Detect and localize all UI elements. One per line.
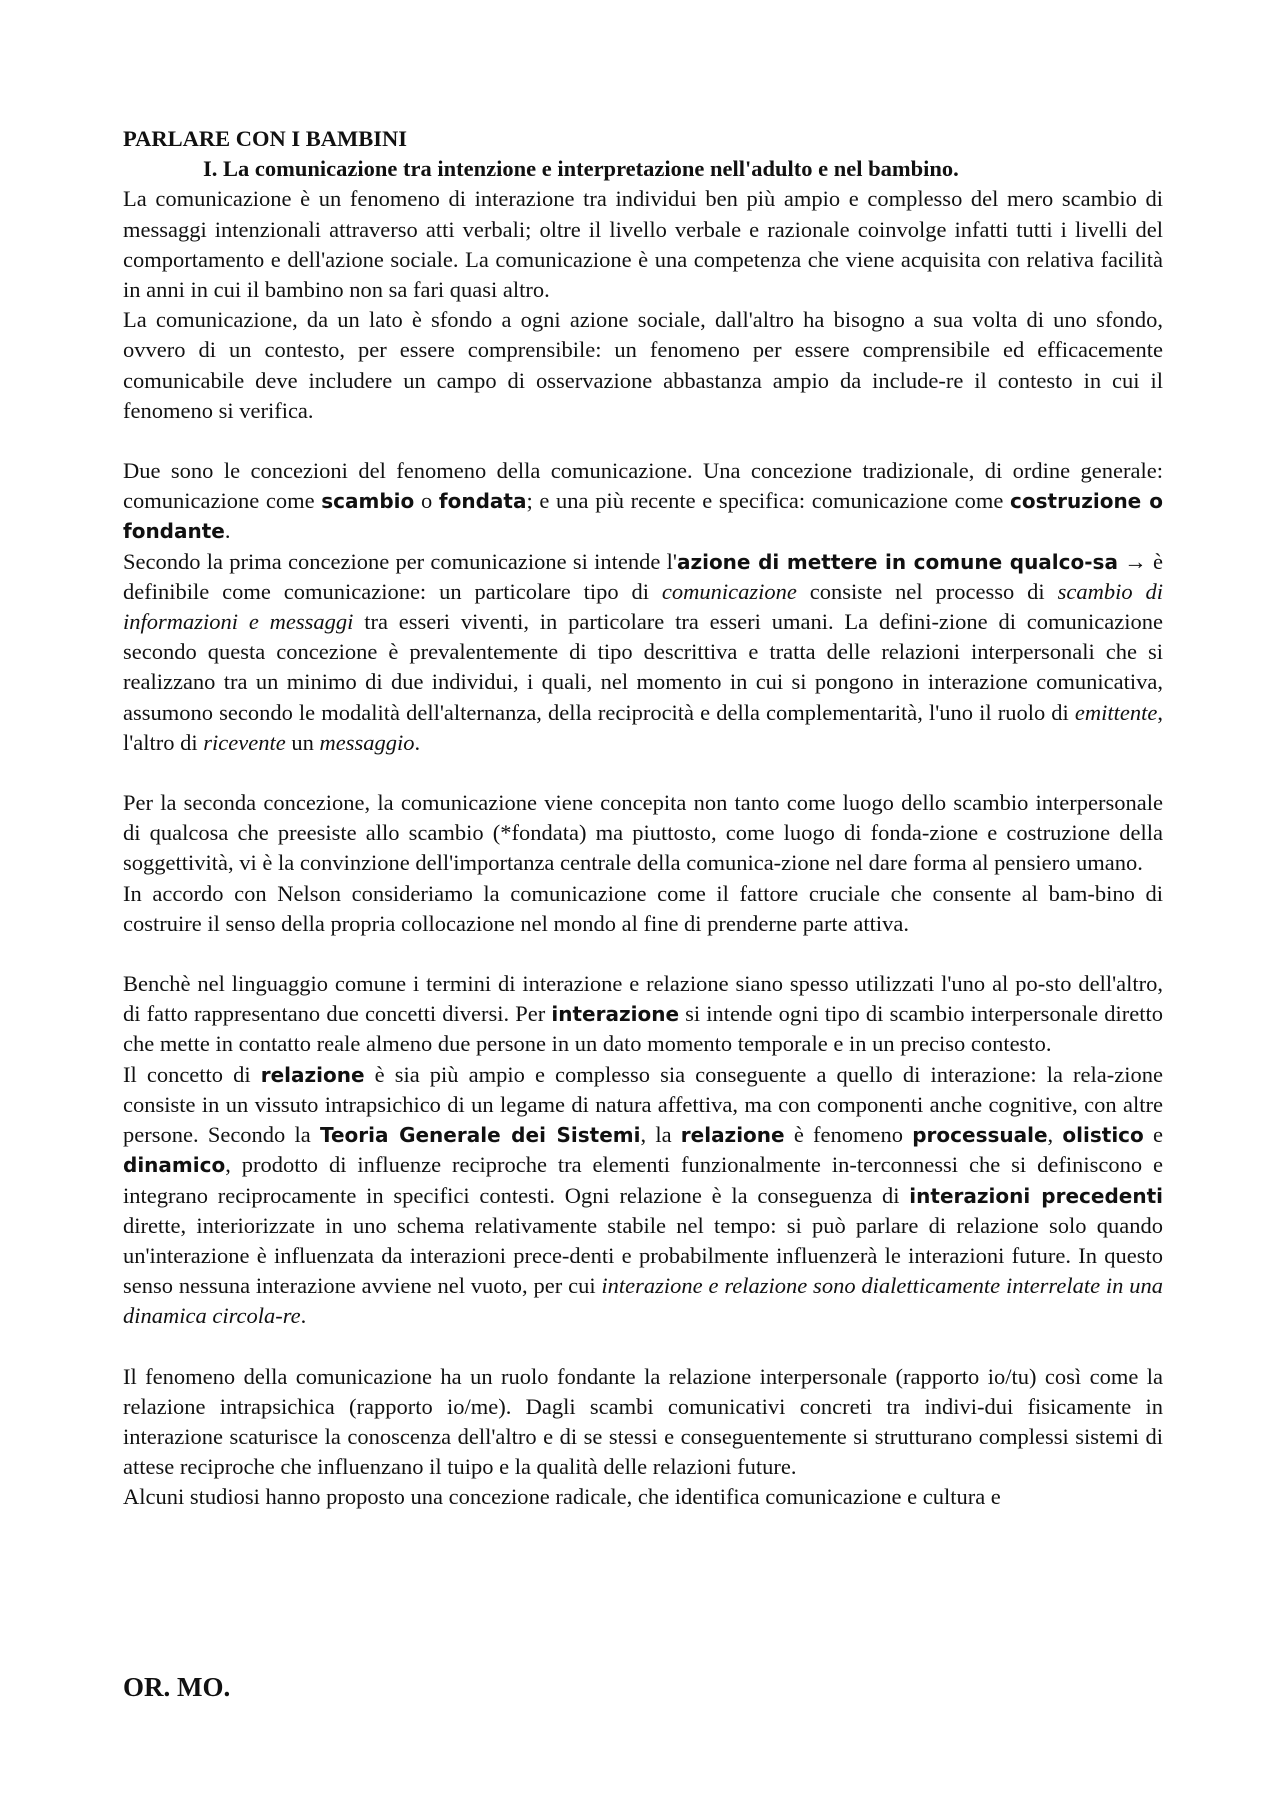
bold-term: Teoria Generale dei Sistemi — [320, 1123, 641, 1148]
text-run: → è definibile come comunicazione: un particolare tipo di — [123, 548, 1163, 604]
paragraph-2: La comunicazione, da un lato è sfondo a ogni azione sociale, dall'altro ha bisogno a sua volta di uno sfondo, ovvero di un contesto, per essere comprensibile: un fenomeno per essere comprensibile ed efficacemente comunicabile deve includere un campo di osservazione abbastanza ampio da include-re il contesto in cui il fenomeno si verifica. — [123, 307, 1163, 423]
paragraph-gap — [123, 939, 1163, 969]
text-run: , — [1047, 1122, 1063, 1148]
text-run: un — [285, 729, 320, 755]
text-run: , l'altro di — [123, 699, 1163, 755]
section-title: I. La comunicazione tra intenzione e interpretazione nell'adulto e nel bambino. — [203, 156, 959, 182]
bold-term: interazioni precedenti — [909, 1183, 1163, 1208]
paragraph-9: Il fenomeno della comunicazione ha un ruolo fondante la relazione interpersonale (rapporto io/tu) così come la relazione intrapsichica (rapporto io/me). Dagli scambi comunicativi concreti tra indivi-dui fisicamente in interazione scaturisce la conoscenza dell'altro e di se stessi e conseguentemente si strutturano complessi sistemi di attese reciproche che influenzano il tuipo e la qualità delle relazioni future. — [123, 1363, 1163, 1480]
italic-term: ricevente — [203, 729, 286, 755]
text-run: . — [224, 518, 231, 544]
footer-signature: OR. MO. — [123, 1672, 231, 1702]
text-run: e — [1143, 1122, 1163, 1148]
text-run: , prodotto di influenze reciproche tra elementi funzionalmente in-terconnessi che si definiscono e integrano reciprocamente in specifici contesti. Ogni relazione è la conseguenza di — [123, 1152, 1163, 1208]
italic-term: comunicazione — [661, 578, 797, 604]
text-run: . — [300, 1303, 307, 1329]
paragraph-10: Alcuni studiosi hanno proposto una concezione radicale, che identifica comunicazione e cultura e — [123, 1484, 1001, 1510]
paragraph-3 — [123, 456, 1163, 547]
text-run: è sia più ampio e complesso sia conseguente a quello di interazione: la rela-zione consiste in un vissuto intrapsichico di un legame di natura affettiva, ma con componenti anche cognitive, con altre persone. Secondo la — [123, 1061, 1163, 1148]
document-title: PARLARE CON I BAMBINI — [123, 126, 407, 151]
paragraph-8 — [123, 1060, 1163, 1332]
paragraph-7 — [123, 969, 1163, 1060]
italic-term: interazione e relazione sono dialetticamente interrelate in una dinamica circola-re — [123, 1273, 1164, 1329]
text-run: Il concetto di — [123, 1061, 261, 1087]
italic-term: messaggio — [319, 729, 415, 755]
text-run: Due sono le concezioni del fenomeno della comunicazione. Una concezione tradizionale, di ordine generale: comunicazione come — [123, 458, 1163, 514]
bold-term: azione di mettere in comune qualco-sa — [676, 549, 1118, 574]
bold-term: relazione — [260, 1062, 365, 1087]
paragraph-5: Per la seconda concezione, la comunicazione viene concepita non tanto come luogo dello scambio interpersonale di qualcosa che preesiste allo scambio (*fondata) ma piuttosto, come luogo di fonda-zione e costruzione della soggettività, vi è la convinzione dell'importanza centrale della comunica-zione nel dare forma al pensiero umano. — [123, 790, 1163, 876]
document-body — [123, 124, 1163, 1513]
bold-term: interazione — [551, 1002, 680, 1027]
text-run: è fenomeno — [784, 1122, 913, 1148]
bold-term: costruzione o fondante — [123, 489, 1164, 544]
paragraph-gap — [123, 1332, 1163, 1362]
italic-term: emittente — [1074, 699, 1158, 725]
text-run: consiste nel processo di — [796, 578, 1058, 604]
paragraph-gap — [123, 758, 1163, 788]
text-run: o — [414, 488, 439, 514]
paragraph-6: In accordo con Nelson consideriamo la comunicazione come il fattore cruciale che consente al bam-bino di costruire il senso della propria collocazione nel mondo al fine di prenderne parte attiva. — [123, 880, 1163, 936]
bold-term: relazione — [680, 1123, 785, 1148]
text-run: , la — [640, 1122, 681, 1148]
bold-term: processuale — [912, 1123, 1048, 1148]
text-run: dirette, interiorizzate in uno schema relativamente stabile nel tempo: si può parlare di relazione solo quando un'interazione è influenzata da interazioni prece-denti e probabilmente influenzerà le interazioni future. In questo senso nessuna interazione avviene nel vuoto, per cui — [123, 1212, 1163, 1299]
text-run: ; e una più recente e specifica: comunicazione come — [526, 488, 1011, 514]
text-run: . — [414, 729, 421, 755]
paragraph-gap — [123, 426, 1163, 456]
bold-term: fondata — [438, 489, 527, 514]
text-run: tra esseri viventi, in particolare tra esseri umani. La defini-zione di comunicazione secondo questa concezione è prevalentemente di tipo descrittiva e tratta delle relazioni interpersonali che si realizzano tra un minimo di due individui, i quali, nel momento in cui si pongono in interazione comunicativa, assumono secondo le modalità dell'alternanza, della reciprocità e della complementarità, l'uno il ruolo di — [123, 609, 1163, 725]
italic-term: scambio di informazioni e messaggi — [123, 578, 1163, 635]
paragraph-1: La comunicazione è un fenomeno di interazione tra individui ben più ampio e complesso del mero scambio di messaggi intenzionali attraverso atti verbali; oltre il livello verbale e razionale coinvolge infatti tutti i livelli del comportamento e dell'azione sociale. La comunicazione è una competenza che viene acquisita con relativa facilità in anni in cui il bambino non sa fari quasi altro. — [123, 186, 1163, 303]
bold-term: olistico — [1062, 1123, 1144, 1148]
paragraph-4 — [123, 547, 1163, 758]
bold-term: scambio — [321, 489, 415, 514]
bold-term: dinamico — [123, 1153, 226, 1178]
text-run: Benchè nel linguaggio comune i termini di interazione e relazione siano spesso utilizzati l'uno al po-sto dell'altro, di fatto rappresentano due concetti diversi. Per — [123, 971, 1163, 1027]
text-run: si intende ogni tipo di scambio interpersonale diretto che mette in contatto reale almeno due persone in un dato momento temporale e in un preciso contesto. — [123, 1001, 1163, 1057]
text-run: Secondo la prima concezione per comunicazione si intende l' — [123, 548, 677, 574]
